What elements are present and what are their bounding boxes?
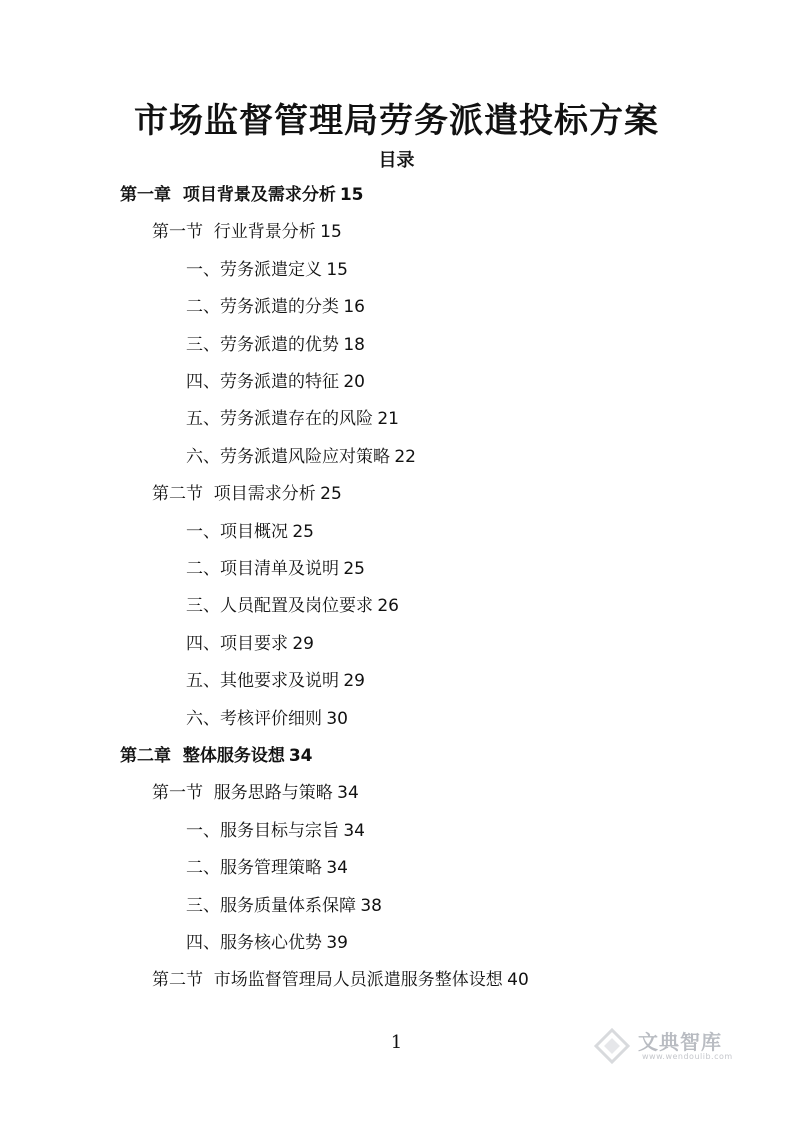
toc-entry-label: 三、人员配置及岗位要求 [186,596,373,617]
toc-entry-page: 29 [292,633,314,654]
page-number: 1 [390,1032,403,1053]
toc-entry-page: 20 [343,372,365,392]
toc-entry-label: 四、劳务派遣的特征 [186,372,339,392]
toc-entry-label: 三、劳务派遣的优势 [186,334,339,355]
toc-entry-page: 18 [343,334,365,355]
toc-entry-label: 五、其他要求及说明 [186,671,339,692]
toc-entry-label: 六、考核评价细则 [186,708,322,729]
toc-entry-page: 34 [343,820,365,841]
toc-entry-page: 26 [377,596,399,617]
toc-entry-page: 34 [337,783,359,804]
toc-entry-page: 25 [292,521,314,542]
toc-entry-label: 三、服务质量体系保障 [186,895,356,916]
document-title: 市场监督管理局劳务派遣投标方案 [134,101,659,141]
toc-entry-page: 30 [326,708,348,729]
toc-entry-label: 四、服务核心优势 [186,933,322,953]
toc-entry-label: 一、劳务派遣定义 [186,259,322,280]
toc-entry-label: 第一节 服务思路与策略 [152,783,333,804]
toc-entry-label: 第一章 项目背景及需求分析 [120,185,336,205]
toc-entry-page: 15 [326,259,348,280]
toc-entry-page: 21 [377,409,399,430]
toc-entry-label: 第二章 整体服务设想 [120,746,285,766]
toc-entry-page: 34 [288,746,313,766]
toc-entry-label: 四、项目要求 [186,633,288,654]
toc-entry-page: 25 [320,484,342,505]
toc-entry-page: 40 [507,970,529,991]
toc-entry-page: 15 [320,222,342,243]
toc-entry-label: 二、服务管理策略 [186,858,322,879]
toc-entry-page: 34 [326,858,348,879]
toc-entry-label: 第一节 行业背景分析 [152,222,316,243]
toc-entry-page: 22 [394,446,416,467]
toc-entry-label: 一、服务目标与宗旨 [186,820,339,841]
toc-entry-page: 25 [343,559,365,579]
toc-entry-label: 二、项目清单及说明 [186,559,339,579]
toc-entry-label: 第二节 项目需求分析 [152,484,316,505]
toc-entry-label: 第二节 市场监督管理局人员派遣服务整体设想 [152,970,503,991]
toc-entry-label: 五、劳务派遣存在的风险 [186,409,373,430]
toc-entry-page: 15 [339,185,364,205]
toc-entry-label: 六、劳务派遣风险应对策略 [186,446,390,467]
toc-entry-label: 一、项目概况 [186,521,288,542]
toc-entry-page: 38 [360,895,382,916]
toc-entry-page: 16 [343,297,365,318]
watermark-url: www.wendoulib.com [642,1052,733,1061]
toc-entry-page: 29 [343,671,365,692]
watermark-text: 文典智库 [638,1030,722,1054]
toc-entry-page: 39 [326,933,348,953]
toc-heading: 目录 [378,150,415,171]
toc-entry-label: 二、劳务派遣的分类 [186,297,339,318]
